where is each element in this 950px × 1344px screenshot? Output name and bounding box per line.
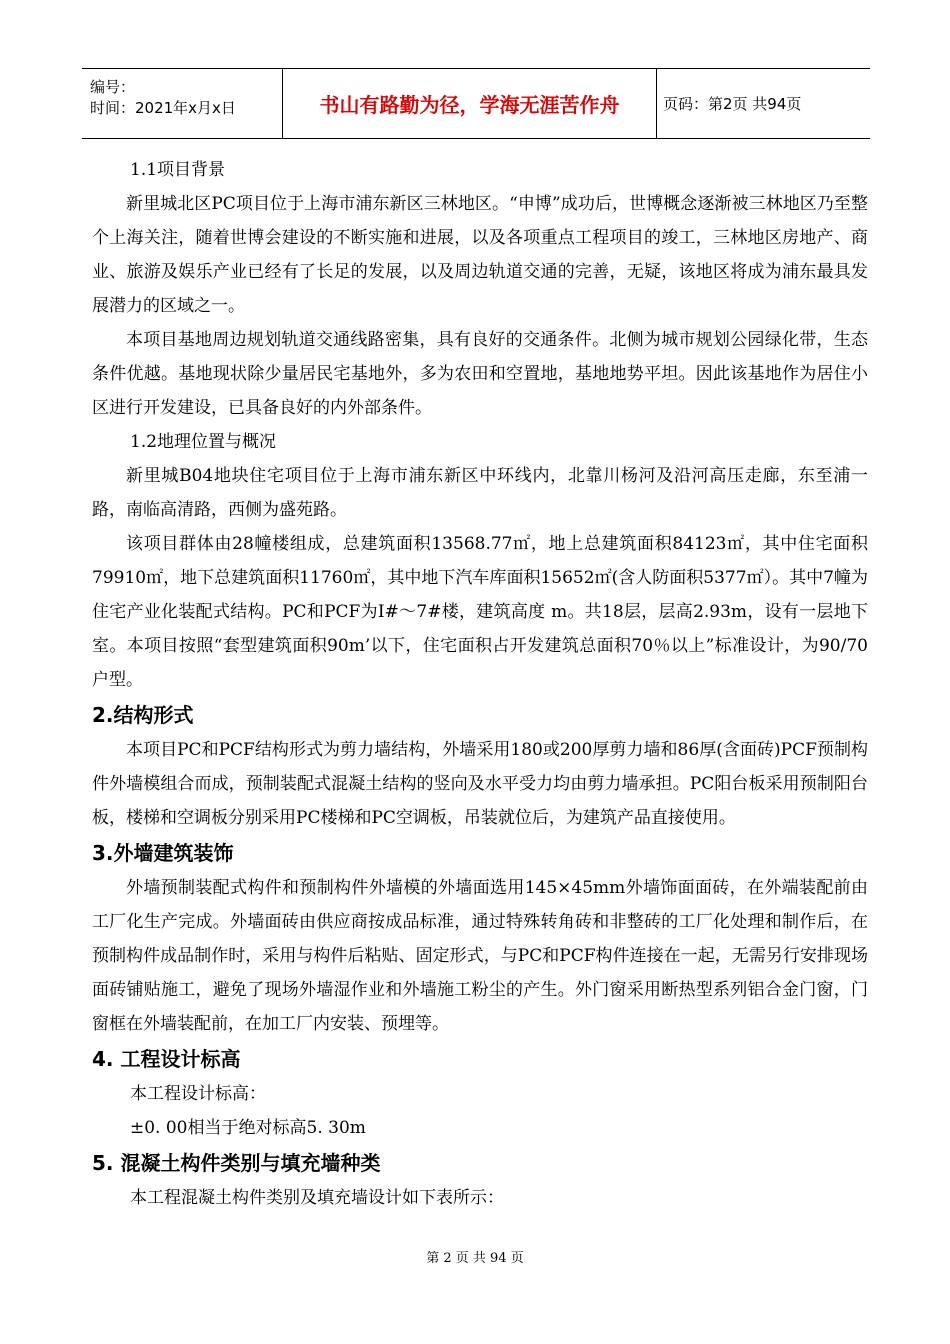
doc-date-label: 时间：2021年x月x日 xyxy=(90,99,236,117)
section-5-paragraph-1: 本工程混凝土构件类别及填充墙设计如下表所示： xyxy=(130,1188,504,1208)
doc-code-label: 编号： xyxy=(90,78,136,96)
section-3-paragraph-1: 外墙预制装配式构件和预制构件外墙模的外墙面选用145×45mm外墙饰面面砖，在外端装配前由工厂化生产完成。外墙面砖由供应商按成品标准，通过特殊转角砖和非整砖的工厂化处理和制作后，在预制构件成品制作时，采用与构件后粘贴、固定形式，与PC和PCF构件连接在一起，无需另行安排现场面砖铺贴施工，避免了现场外墙湿作业和外墙施工粉尘的产生。外门窗采用断热型系列铝合金门窗，门窗框在外墙装配前，在加工厂内安装、预埋等。 xyxy=(92,878,868,1034)
section-3-title: 3.外墙建筑装饰 xyxy=(92,841,234,865)
section-1-1-paragraph-1: 新里城北区PC项目位于上海市浦东新区三林地区。“申博”成功后，世博概念逐渐被三林地区乃至整个上海关注，随着世博会建设的不断实施和进展，以及各项重点工程项目的竣工，三林地区房地产、商业、旅游及娱乐产业已经有了长足的发展，以及周边轨道交通的完善，无疑，该地区将成为浦东最具发展潜力的区域之一。 xyxy=(92,194,868,316)
section-5-title: 5. 混凝土构件类别与填充墙种类 xyxy=(92,1151,381,1175)
section-1-1-paragraph-2: 本项目基地周边规划轨道交通线路密集，具有良好的交通条件。北侧为城市规划公园绿化带，生态条件优越。基地现状除少量居民宅基地外，多为农田和空置地，基地地势平坦。因此该基地作为居住小区进行开发建设，已具备良好的内外部条件。 xyxy=(92,330,868,418)
section-1-2-paragraph-2: 该项目群体由28幢楼组成，总建筑面积13568.77㎡，地上总建筑面积84123㎡，其中住宅面积79910㎡，地下总建筑面积11760㎡，其中地下汽车库面积15652㎡(含人防面积5377㎡）。其中7幢为住宅产业化装配式结构。PC和PCF为I#～7#楼，建筑高度 m。共18层，层高2.93m，设有一层地下室。本项目按照“套型建筑面积90m’以下，住宅面积占开发建筑总面积70％以上”标准设计，为90/70户型。 xyxy=(92,534,868,690)
section-1-2-paragraph-1: 新里城B04地块住宅项目位于上海市浦东新区中环线内，北靠川杨河及沿河高压走廊，东至浦一路，南临高清路，西侧为盛苑路。 xyxy=(92,466,868,520)
section-2-title: 2.结构形式 xyxy=(92,703,194,727)
section-4-title: 4. 工程设计标高 xyxy=(92,1047,241,1071)
document-body xyxy=(92,153,868,1215)
section-4-paragraph-1: 本工程设计标高： xyxy=(130,1084,266,1104)
header-page-info: 页码：第2页 共94页 xyxy=(663,95,802,113)
section-1-1-title: 1.1项目背景 xyxy=(130,160,226,180)
section-2-paragraph-1: 本项目PC和PCF结构形式为剪力墙结构，外墙采用180或200厚剪力墙和86厚(含面砖)PCF预制构件外墙模组合而成，预制装配式混凝土结构的竖向及水平受力均由剪力墙承担。PC阳台板采用预制阳台板，楼梯和空调板分别采用PC楼梯和PC空调板，吊装就位后，为建筑产品直接使用。 xyxy=(92,740,869,828)
header-motto: 书山有路勤为径，学海无涯苦作舟 xyxy=(282,69,657,138)
page-header xyxy=(82,68,870,139)
header-meta xyxy=(82,69,282,138)
section-1-2-title: 1.2地理位置与概况 xyxy=(130,432,277,452)
page-footer: 第 2 页 共 94 页 xyxy=(426,1251,524,1266)
section-4-paragraph-2: ±0. 00相当于绝对标高5. 30m xyxy=(130,1118,366,1138)
